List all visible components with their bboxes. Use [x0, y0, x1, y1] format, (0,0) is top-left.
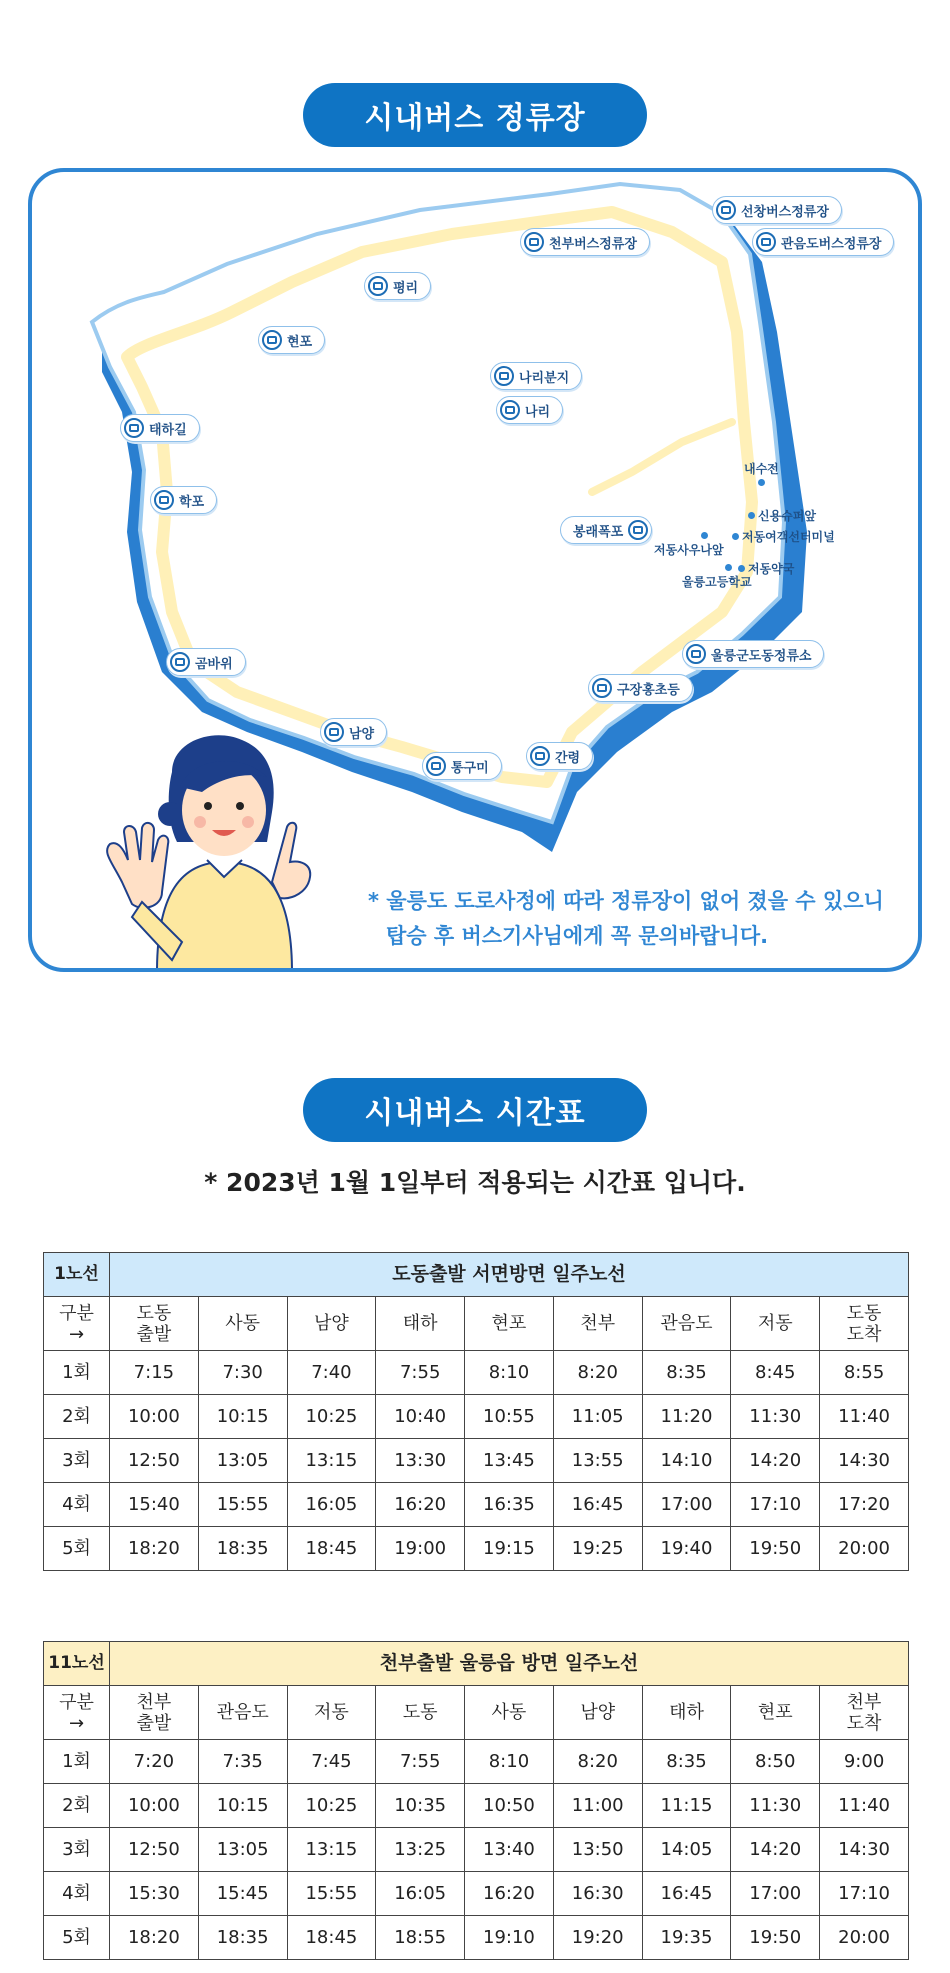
departure-time: 16:35	[465, 1483, 554, 1527]
departure-time: 11:30	[731, 1784, 820, 1828]
right-hand	[272, 823, 310, 899]
column-header-stop	[642, 1686, 731, 1740]
stop-seonchang[interactable]: 선창버스정류장	[712, 196, 842, 224]
departure-time: 18:20	[110, 1527, 199, 1571]
stop-gujanghongcho[interactable]: 구장홍초등	[588, 674, 693, 702]
left-hand	[107, 823, 168, 908]
departure-time: 14:10	[642, 1439, 731, 1483]
departure-time: 7:30	[198, 1351, 287, 1395]
departure-time: 18:20	[110, 1916, 199, 1960]
column-header-line: 남양	[314, 1313, 349, 1334]
departure-time: 17:10	[731, 1483, 820, 1527]
departure-time: 7:15	[110, 1351, 199, 1395]
stop-cheonbu[interactable]: 천부버스정류장	[520, 228, 650, 256]
bun	[158, 802, 182, 826]
column-header-line: 출발	[136, 1323, 172, 1345]
departure-time: 10:15	[198, 1395, 287, 1439]
notice-text: * 울릉도 도로사정에 따라 정류장이 없어 졌을 수 있으니 탑승 후 버스기사님에게 꼭 문의바랍니다.	[368, 889, 884, 948]
departure-time: 20:00	[820, 1916, 909, 1960]
table-row	[44, 1740, 909, 1784]
column-header-line: →	[68, 1712, 85, 1734]
departure-time: 7:20	[110, 1740, 199, 1784]
departure-time: 17:20	[820, 1483, 909, 1527]
column-header-stop	[642, 1297, 731, 1351]
departure-time: 8:20	[553, 1740, 642, 1784]
departure-time: 19:40	[642, 1527, 731, 1571]
column-header-division	[44, 1297, 110, 1351]
route-heading: 천부출발 울릉읍 방면 일주노선	[110, 1642, 909, 1686]
trip-number: 3회	[44, 1439, 110, 1483]
shirt	[157, 862, 292, 972]
column-header-stop	[465, 1686, 554, 1740]
bus-icon	[368, 276, 388, 296]
bus-icon	[524, 232, 544, 252]
departure-time: 13:05	[198, 1828, 287, 1872]
departure-time: 15:40	[110, 1483, 199, 1527]
departure-time: 11:40	[820, 1395, 909, 1439]
departure-time: 13:25	[376, 1828, 465, 1872]
timetable-note: * 2023년 1월 1일부터 적용되는 시간표 입니다.	[204, 1168, 746, 1197]
departure-time: 8:50	[731, 1740, 820, 1784]
departure-time: 11:00	[553, 1784, 642, 1828]
departure-time: 10:55	[465, 1395, 554, 1439]
bus-icon	[756, 232, 776, 252]
stop-naribunji[interactable]: 나리분지	[490, 362, 582, 390]
pin-icon	[725, 564, 732, 571]
stop-pyeongri[interactable]: 평리	[364, 272, 431, 300]
column-header-line: 도착	[846, 1712, 882, 1734]
departure-time: 18:45	[287, 1916, 376, 1960]
departure-time: 18:45	[287, 1527, 376, 1571]
column-header-line: 저동	[314, 1702, 349, 1723]
timetable-route-11	[43, 1641, 909, 1960]
column-header-line: 도동	[846, 1302, 882, 1324]
table-row	[44, 1872, 909, 1916]
column-header-division	[44, 1686, 110, 1740]
departure-time: 10:25	[287, 1395, 376, 1439]
pin-icon	[748, 512, 755, 519]
departure-time: 10:35	[376, 1784, 465, 1828]
departure-time: 7:35	[198, 1740, 287, 1784]
stop-gombawi[interactable]: 곰바위	[166, 648, 246, 676]
trip-number: 4회	[44, 1872, 110, 1916]
bus-icon	[530, 746, 550, 766]
pin-sinyong[interactable]: 신용슈퍼앞	[748, 507, 816, 524]
table-row	[44, 1784, 909, 1828]
departure-time: 10:25	[287, 1784, 376, 1828]
departure-time: 7:40	[287, 1351, 376, 1395]
bus-icon	[170, 652, 190, 672]
departure-time: 13:15	[287, 1439, 376, 1483]
departure-time: 14:20	[731, 1439, 820, 1483]
pin-naesujeon[interactable]: 내수전	[744, 460, 779, 486]
departure-time: 13:50	[553, 1828, 642, 1872]
table-row	[44, 1916, 909, 1960]
departure-time: 8:10	[465, 1351, 554, 1395]
column-header-stop	[553, 1297, 642, 1351]
bus-icon	[124, 418, 144, 438]
departure-time: 13:40	[465, 1828, 554, 1872]
map-section-title: 시내버스 정류장	[303, 83, 647, 147]
pin-jeodong-terminal[interactable]: 저동여객선터미널	[732, 528, 835, 545]
departure-time: 12:50	[110, 1828, 199, 1872]
column-header-line: 현포	[757, 1702, 793, 1723]
departure-time: 16:05	[376, 1872, 465, 1916]
column-header-stop	[731, 1297, 820, 1351]
bus-icon	[686, 644, 706, 664]
departure-time: 13:45	[465, 1439, 554, 1483]
column-header-stop	[731, 1686, 820, 1740]
departure-time: 14:20	[731, 1828, 820, 1872]
departure-time: 12:50	[110, 1439, 199, 1483]
column-header-line: 출발	[136, 1712, 172, 1734]
pin-jeodong-sauna[interactable]: 저동사우나앞	[654, 532, 724, 558]
table-row	[44, 1351, 909, 1395]
departure-time: 18:55	[376, 1916, 465, 1960]
bus-icon	[154, 490, 174, 510]
trip-number: 2회	[44, 1395, 110, 1439]
departure-time: 17:00	[731, 1872, 820, 1916]
column-header-stop	[110, 1297, 199, 1351]
timetable-section-title: 시내버스 시간표	[303, 1078, 647, 1142]
column-header-line: 관음도	[660, 1313, 713, 1334]
departure-time: 13:30	[376, 1439, 465, 1483]
pin-icon	[758, 479, 765, 486]
departure-time: 19:50	[731, 1527, 820, 1571]
column-header-stop	[553, 1686, 642, 1740]
departure-time: 19:20	[553, 1916, 642, 1960]
trip-number: 5회	[44, 1916, 110, 1960]
guide-character-illustration	[62, 732, 362, 972]
departure-time: 7:45	[287, 1740, 376, 1784]
departure-time: 19:10	[465, 1916, 554, 1960]
departure-time: 16:20	[465, 1872, 554, 1916]
column-header-line: 사동	[491, 1702, 527, 1723]
trip-number: 1회	[44, 1740, 110, 1784]
departure-time: 10:00	[110, 1784, 199, 1828]
pin-icon	[732, 533, 739, 540]
column-header-stop	[376, 1297, 465, 1351]
departure-time: 7:55	[376, 1740, 465, 1784]
column-header-line: 현포	[491, 1313, 527, 1334]
stop-ganryeong[interactable]: 간령	[526, 742, 593, 770]
pin-ulleung-high[interactable]: 울릉고등학교	[682, 564, 752, 590]
stop-dodong[interactable]: 울릉군도동정류소	[682, 640, 824, 668]
stop-nari[interactable]: 나리	[496, 396, 563, 424]
departure-time: 8:35	[642, 1351, 731, 1395]
column-header-stop	[376, 1686, 465, 1740]
column-header-line: 천부	[846, 1691, 882, 1713]
stop-tonggumi[interactable]: 통구미	[422, 752, 502, 780]
departure-time: 11:05	[553, 1395, 642, 1439]
departure-time: 19:35	[642, 1916, 731, 1960]
departure-time: 10:40	[376, 1395, 465, 1439]
departure-time: 8:20	[553, 1351, 642, 1395]
trip-number: 2회	[44, 1784, 110, 1828]
table-row	[44, 1828, 909, 1872]
bus-icon	[494, 366, 514, 386]
departure-time: 16:20	[376, 1483, 465, 1527]
departure-time: 19:25	[553, 1527, 642, 1571]
bus-icon	[500, 400, 520, 420]
departure-time: 19:00	[376, 1527, 465, 1571]
column-header-line: 남양	[580, 1702, 616, 1723]
column-header-line: 구분	[59, 1691, 94, 1713]
departure-time: 15:30	[110, 1872, 199, 1916]
route-label: 11노선	[44, 1642, 110, 1686]
column-header-stop	[287, 1297, 376, 1351]
column-header-line: 사동	[225, 1313, 261, 1334]
departure-time: 17:10	[820, 1872, 909, 1916]
trip-number: 4회	[44, 1483, 110, 1527]
stop-gwaneumdo[interactable]: 관음도버스정류장	[752, 228, 894, 256]
table-row	[44, 1395, 909, 1439]
departure-time: 8:45	[731, 1351, 820, 1395]
departure-time: 14:30	[820, 1439, 909, 1483]
departure-time: 18:35	[198, 1527, 287, 1571]
column-header-line: 도동	[402, 1702, 438, 1723]
departure-time: 15:45	[198, 1872, 287, 1916]
departure-time: 15:55	[287, 1872, 376, 1916]
stop-hyeonpo[interactable]: 현포	[258, 326, 325, 354]
departure-time: 11:20	[642, 1395, 731, 1439]
departure-time: 19:15	[465, 1527, 554, 1571]
column-header-line: 천부	[580, 1313, 616, 1334]
column-header-stop	[110, 1686, 199, 1740]
column-header-stop	[198, 1297, 287, 1351]
departure-time: 17:00	[642, 1483, 731, 1527]
departure-time: 10:15	[198, 1784, 287, 1828]
departure-time: 13:05	[198, 1439, 287, 1483]
departure-time: 16:45	[553, 1483, 642, 1527]
stop-taehagil[interactable]: 태하길	[120, 414, 200, 442]
bus-icon	[628, 520, 648, 540]
departure-time: 10:50	[465, 1784, 554, 1828]
stop-hakpo[interactable]: 학포	[150, 486, 217, 514]
departure-time: 19:50	[731, 1916, 820, 1960]
column-header-line: 관음도	[216, 1702, 269, 1723]
column-header-stop	[820, 1297, 909, 1351]
column-header-line: 태하	[669, 1702, 704, 1723]
route-heading: 도동출발 서면방면 일주노선	[110, 1253, 909, 1297]
trip-number: 5회	[44, 1527, 110, 1571]
trip-number: 3회	[44, 1828, 110, 1872]
column-header-line: →	[68, 1323, 85, 1345]
departure-time: 13:15	[287, 1828, 376, 1872]
departure-time: 20:00	[820, 1527, 909, 1571]
column-header-stop	[287, 1686, 376, 1740]
route-label: 1노선	[44, 1253, 110, 1297]
bus-icon	[592, 678, 612, 698]
column-header-line: 저동	[757, 1313, 793, 1334]
departure-time: 14:30	[820, 1828, 909, 1872]
departure-time: 7:55	[376, 1351, 465, 1395]
bus-icon	[262, 330, 282, 350]
departure-time: 8:35	[642, 1740, 731, 1784]
departure-time: 10:00	[110, 1395, 199, 1439]
stop-bongrae[interactable]: 봉래폭포	[560, 516, 652, 544]
departure-time: 8:55	[820, 1351, 909, 1395]
stop-namyang[interactable]: 남양	[320, 718, 387, 746]
timetable-route-1	[43, 1252, 909, 1571]
column-header-line: 태하	[402, 1313, 438, 1334]
bus-icon	[426, 756, 446, 776]
departure-time: 13:55	[553, 1439, 642, 1483]
departure-time: 11:15	[642, 1784, 731, 1828]
column-header-line: 도동	[136, 1302, 172, 1324]
departure-time: 15:55	[198, 1483, 287, 1527]
departure-time: 16:30	[553, 1872, 642, 1916]
column-header-line: 천부	[136, 1691, 172, 1713]
column-header-stop	[465, 1297, 554, 1351]
table-row	[44, 1439, 909, 1483]
departure-time: 16:05	[287, 1483, 376, 1527]
table-row	[44, 1483, 909, 1527]
bus-stop-map	[28, 168, 922, 972]
pin-jeodong-pharmacy[interactable]: 저동약국	[738, 560, 794, 577]
departure-time: 11:30	[731, 1395, 820, 1439]
departure-time: 8:10	[465, 1740, 554, 1784]
departure-time: 18:35	[198, 1916, 287, 1960]
column-header-stop	[820, 1686, 909, 1740]
departure-time: 16:45	[642, 1872, 731, 1916]
bus-icon	[716, 200, 736, 220]
table-row	[44, 1527, 909, 1571]
trip-number: 1회	[44, 1351, 110, 1395]
departure-time: 9:00	[820, 1740, 909, 1784]
departure-time: 14:05	[642, 1828, 731, 1872]
pin-icon	[701, 532, 708, 539]
column-header-line: 구분	[59, 1302, 94, 1324]
departure-time: 11:40	[820, 1784, 909, 1828]
column-header-line: 도착	[846, 1323, 882, 1345]
column-header-stop	[198, 1686, 287, 1740]
